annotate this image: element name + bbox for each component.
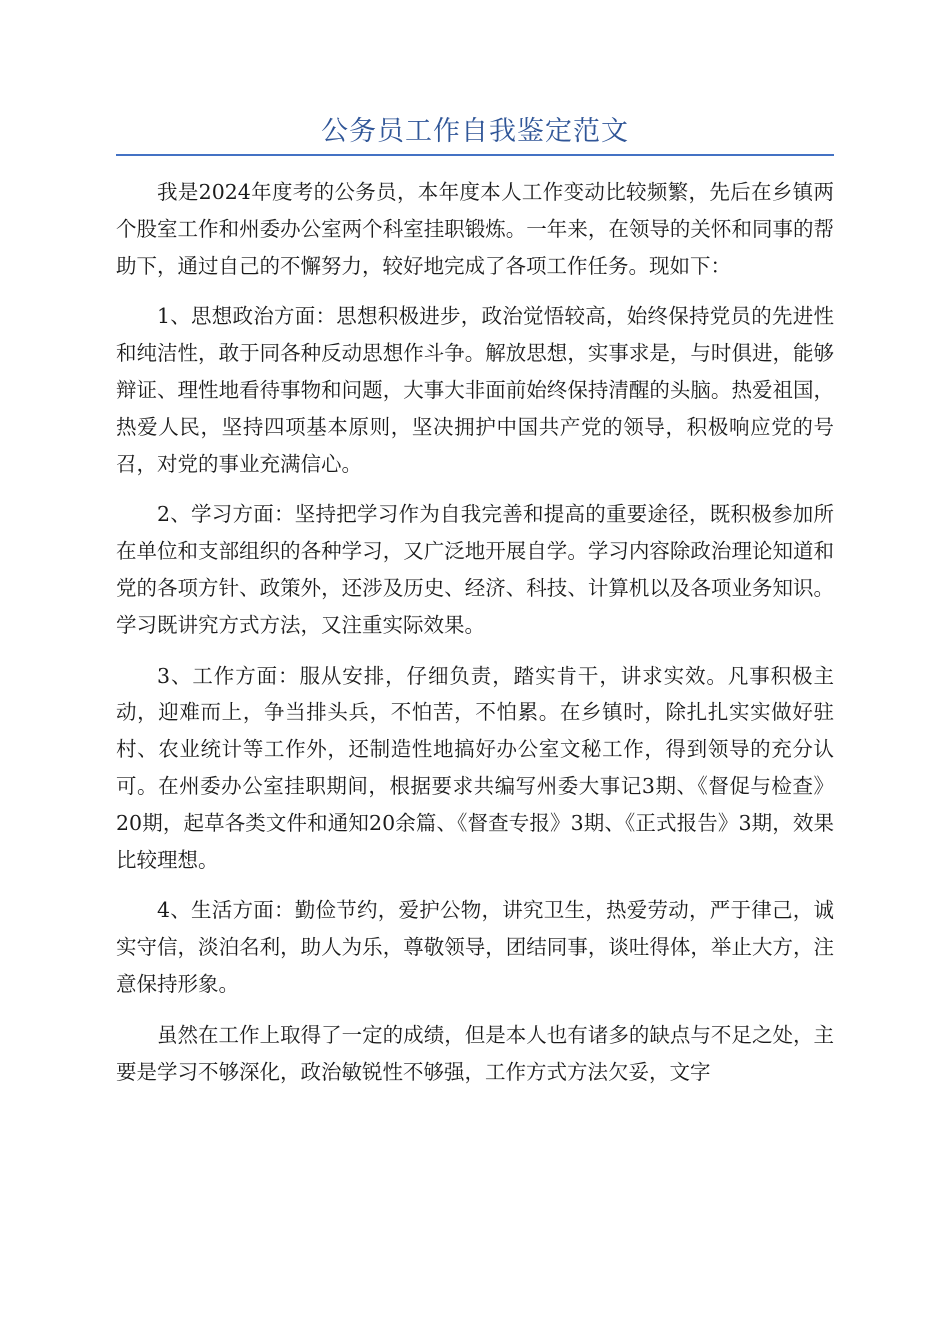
document-body bbox=[116, 174, 834, 1104]
paragraph-life: 4、生活方面：勤俭节约，爱护公物，讲究卫生，热爱劳动，严于律己，诚实守信，淡泊名利，助人为乐，尊敬领导，团结同事，谈吐得体，举止大方，注意保持形象。 bbox=[116, 898, 834, 996]
title-underline bbox=[116, 154, 834, 156]
paragraph-political: 1、思想政治方面：思想积极进步，政治觉悟较高，始终保持党员的先进性和纯洁性，敢于同各种反动思想作斗争。解放思想，实事求是，与时俱进，能够辩证、理性地看待事物和问题，大事大非面前始终保持清醒的头脑。热爱祖国，热爱人民，坚持四项基本原则，坚决拥护中国共产党的领导，积极响应党的号召，对党的事业充满信心。 bbox=[116, 304, 834, 476]
paragraph-shortcomings: 虽然在工作上取得了一定的成绩，但是本人也有诸多的缺点与不足之处，主要是学习不够深化，政治敏锐性不够强，工作方式方法欠妥，文字 bbox=[116, 1022, 834, 1084]
paragraph-study: 2、学习方面：坚持把学习作为自我完善和提高的重要途径，既积极参加所在单位和支部组织的各种学习，又广泛地开展自学。学习内容除政治理论知道和党的各项方针、政策外，还涉及历史、经济、科技、计算机以及各项业务知识。学习既讲究方式方法，又注重实际效果。 bbox=[116, 502, 834, 637]
paragraph-intro: 我是2024年度考的公务员，本年度本人工作变动比较频繁，先后在乡镇两个股室工作和州委办公室两个科室挂职锻炼。一年来，在领导的关怀和同事的帮助下，通过自己的不懈努力，较好地完成了各项工作任务。现如下： bbox=[116, 180, 834, 278]
paragraph-work: 3、工作方面：服从安排，仔细负责，踏实肯干，讲求实效。凡事积极主动，迎难而上，争当排头兵，不怕苦，不怕累。在乡镇时，除扎扎实实做好驻村、农业统计等工作外，还制造性地搞好办公室文秘工作，得到领导的充分认可。在州委办公室挂职期间，根据要求共编写州委大事记3期、《督促与检查》20期，起草各类文件和通知20余篇、《督查专报》3期、《正式报告》3期，效果比较理想。 bbox=[116, 663, 834, 872]
document-title: 公务员工作自我鉴定范文 bbox=[321, 116, 629, 147]
